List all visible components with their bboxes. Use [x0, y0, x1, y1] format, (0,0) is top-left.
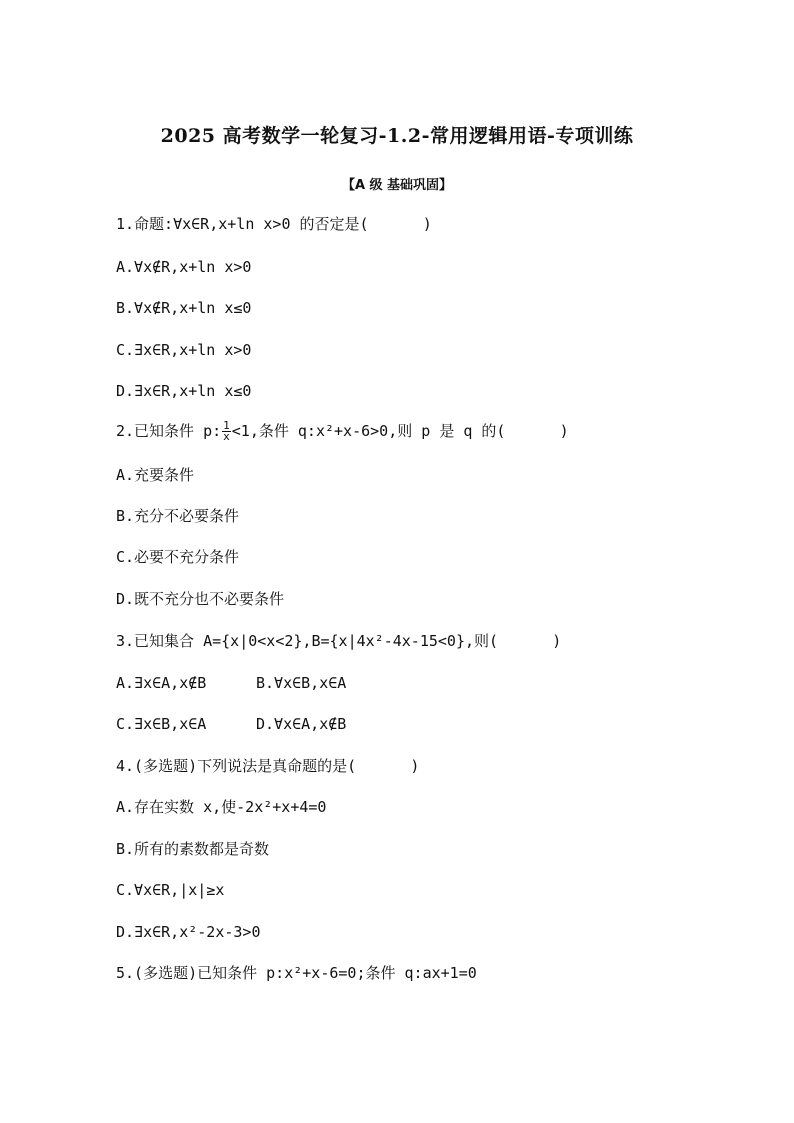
section-heading: 【A 级 基础巩固】 — [341, 178, 453, 193]
question-3-options-cd — [116, 714, 346, 734]
question-4-stem: 4.(多选题)下列说法是真命题的是( ) — [116, 757, 420, 775]
fraction-denominator: x — [223, 430, 230, 443]
question-3-options-ab — [116, 673, 346, 693]
question-1-option-c: C.∃x∈R,x+ln x>0 — [116, 341, 252, 359]
question-3-option-a: A.∃x∈A,x∉B — [116, 674, 207, 692]
document-title: 2025 高考数学一轮复习-1.2-常用逻辑用语-专项训练 — [160, 125, 634, 147]
question-4-option-a: A.存在实数 x,使-2x²+x+4=0 — [116, 798, 327, 816]
question-2-option-b: B.充分不必要条件 — [116, 507, 240, 525]
question-1-stem: 1.命题:∀x∈R,x+ln x>0 的否定是( ) — [116, 215, 432, 233]
question-2-option-c: C.必要不充分条件 — [116, 548, 240, 566]
question-2-stem-start: 2.已知条件 p: — [116, 422, 222, 440]
question-1-option-a: A.∀x∉R,x+ln x>0 — [116, 258, 252, 276]
question-2-option-d: D.既不充分也不必要条件 — [116, 590, 285, 608]
question-4-option-d: D.∃x∈R,x²-2x-3>0 — [116, 923, 261, 941]
question-3-option-b: B.∀x∈B,x∈A — [256, 674, 347, 692]
question-3-option-c: C.∃x∈B,x∈A — [116, 715, 207, 733]
question-5-stem: 5.(多选题)已知条件 p:x²+x-6=0;条件 q:ax+1=0 — [116, 964, 477, 982]
fraction-numerator: 1 — [223, 419, 230, 432]
question-4-option-b: B.所有的素数都是奇数 — [116, 840, 270, 858]
question-2-stem-end: <1,条件 q:x²+x-6>0,则 p 是 q 的( ) — [231, 422, 569, 440]
question-1-option-b: B.∀x∉R,x+ln x≤0 — [116, 299, 252, 317]
question-4-option-c: C.∀x∈R,|x|≥x — [116, 881, 225, 899]
question-2-stem — [116, 421, 569, 442]
question-3-option-d: D.∀x∈A,x∉B — [256, 715, 347, 733]
question-2-option-a: A.充要条件 — [116, 466, 195, 484]
question-1-option-d: D.∃x∈R,x+ln x≤0 — [116, 382, 252, 400]
fraction-one-over-x — [222, 421, 231, 442]
question-3-stem: 3.已知集合 A={x|0<x<2},B={x|4x²-4x-15<0},则( ) — [116, 632, 562, 650]
